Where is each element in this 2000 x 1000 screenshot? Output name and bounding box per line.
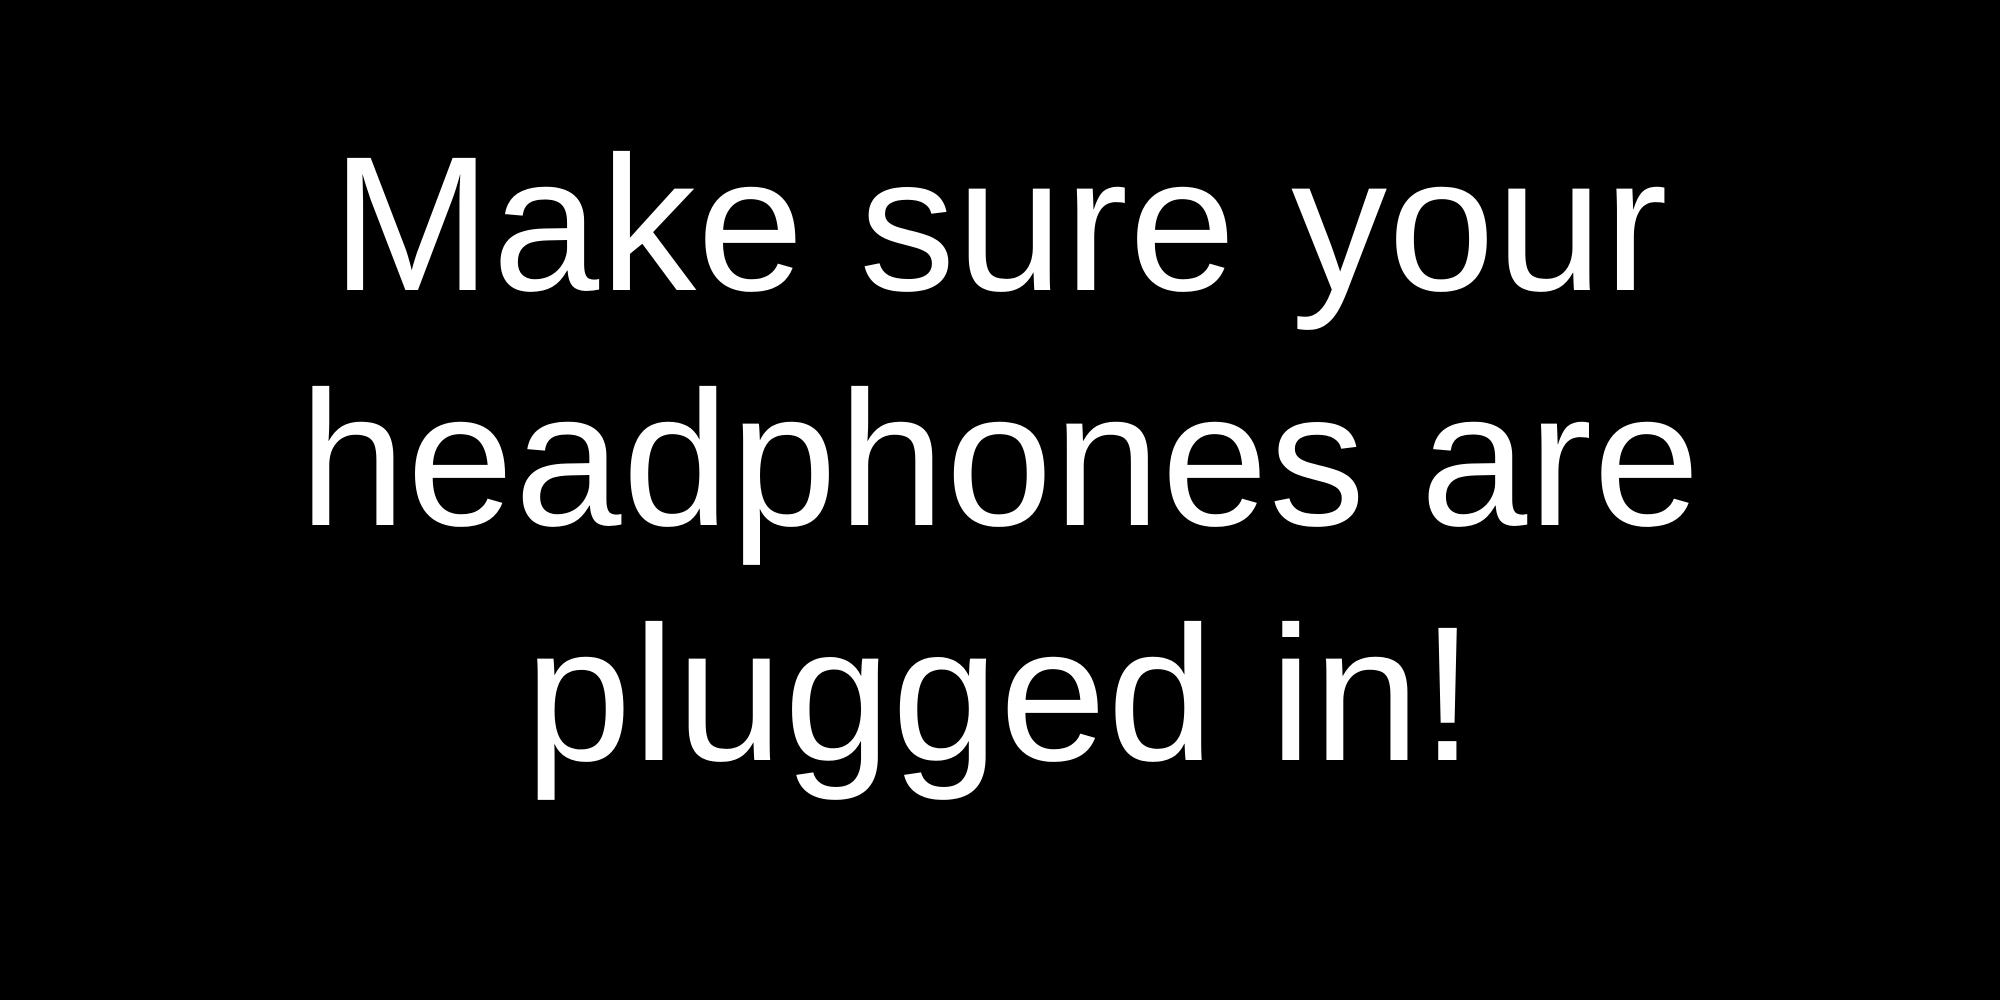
message-line-3: plugged in! [524, 586, 1476, 801]
message-line-1: Make sure your [331, 116, 1669, 331]
message-line-2: headphones are [299, 351, 1701, 566]
